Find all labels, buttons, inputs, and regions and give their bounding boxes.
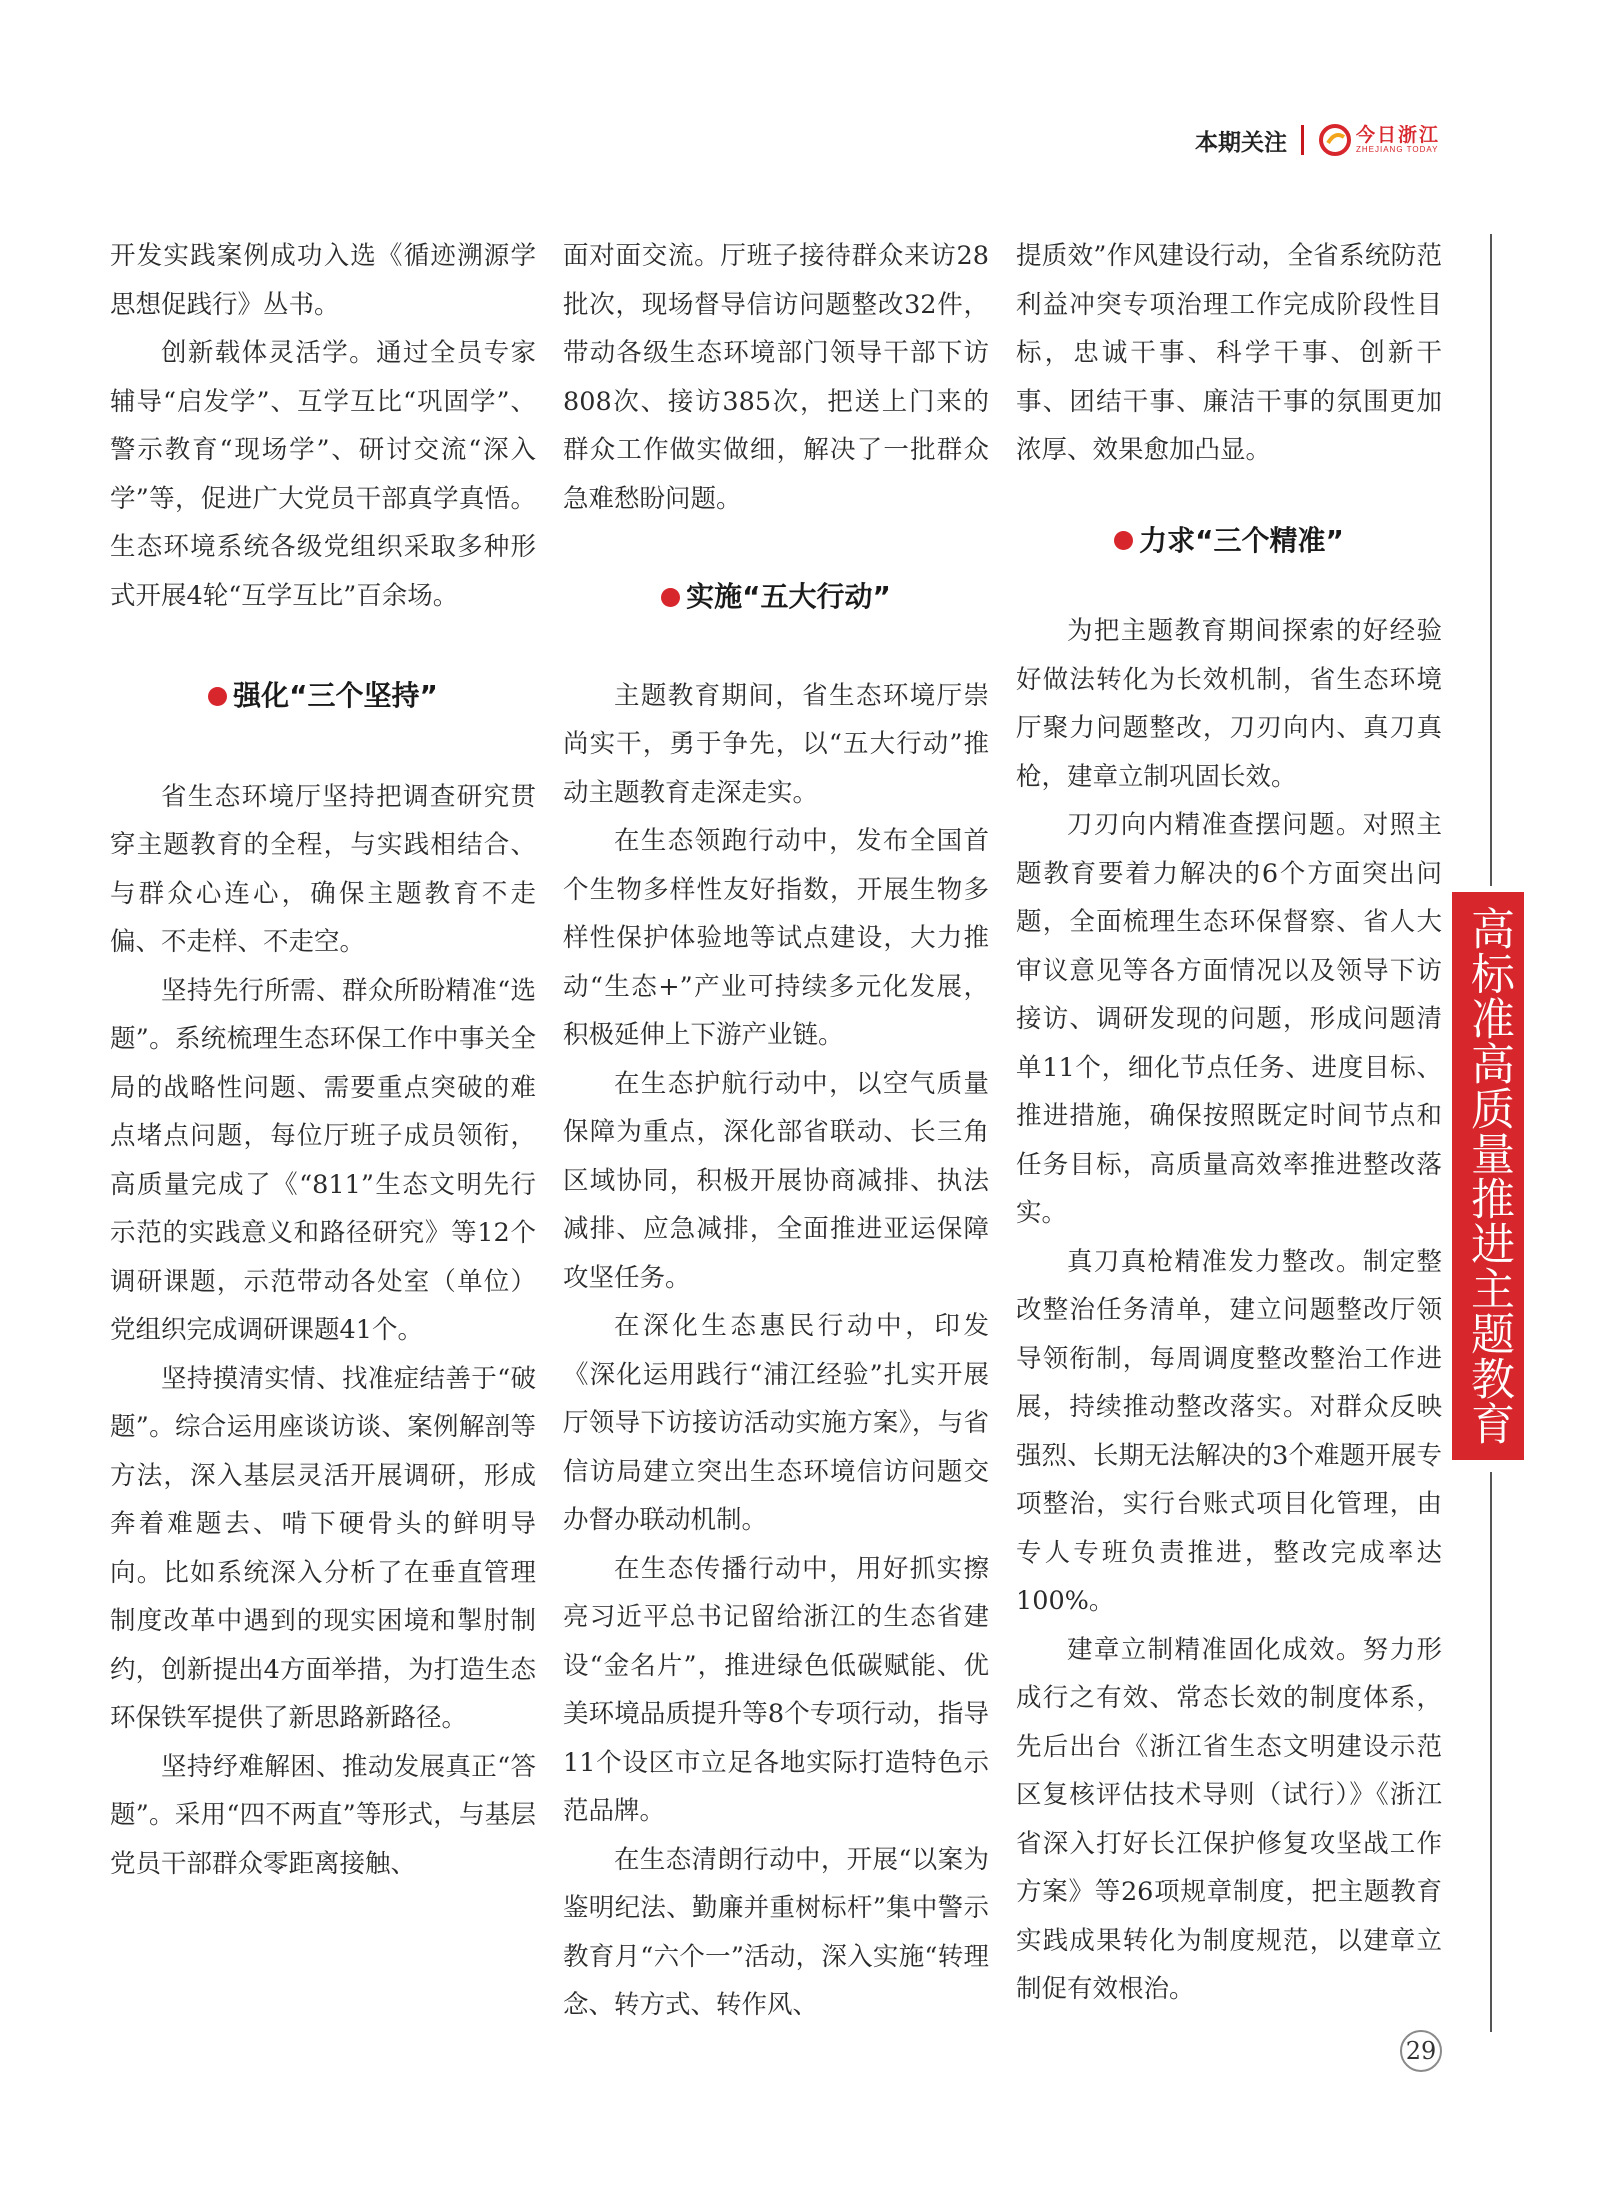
logo-text-cn: 今日浙江	[1355, 124, 1440, 146]
margin-rule-bottom	[1490, 1472, 1492, 2032]
header-divider	[1301, 125, 1304, 155]
logo-text-en: ZHEJIANG TODAY	[1355, 145, 1439, 154]
paragraph: 省生态环境厅坚持把调查研究贯穿主题教育的全程，与实践相结合、与群众心连心，确保主题教育不走偏、不走样、不走空。	[110, 781, 536, 957]
paragraph: 真刀真枪精准发力整改。制定整改整治任务清单，建立问题整改厅领导领衔制，每周调度整改整治工作进展，持续推动整改落实。对群众反映强烈、长期无法解决的3个难题开展专项整治，实行台账式项目化管理，由专人专班负责推进，整改完成率达100%。	[1016, 1246, 1442, 1616]
paragraph: 在深化生态惠民行动中，印发《深化运用践行“浦江经验”扎实开展厅领导下访接访活动实施方案》，与省信访局建立突出生态环境信访问题交办督办联动机制。	[563, 1311, 989, 1535]
paragraph: 在生态护航行动中，以空气质量保障为重点，深化部省联动、长三角区域协同，积极开展协商减排、执法减排、应急减排，全面推进亚运保障攻坚任务。	[563, 1068, 989, 1293]
section-heading: 实施“五大行动”	[563, 573, 989, 622]
section-heading: 强化“三个坚持”	[110, 672, 536, 721]
side-banner-text: 高标准高质量推进主题教育	[1463, 906, 1514, 1446]
paragraph: 建章立制精准固化成效。努力形成行之有效、常态长效的制度体系，先后出台《浙江省生态文明建设示范区复核评估技术导则（试行）》《浙江省深入打好长江保护修复攻坚战工作方案》等26项规章制度，把主题教育实践成果转化为制度规范，以建章立制促有效根治。	[1016, 1634, 1442, 2004]
paragraph: 开发实践案例成功入选《循迹溯源学思想促践行》丛书。	[110, 241, 536, 320]
section-heading: 力求“三个精准”	[1016, 517, 1442, 566]
bullet-dot-icon	[208, 687, 227, 706]
paragraph: 创新载体灵活学。通过全员专家辅导“启发学”、互学互比“巩固学”、警示教育“现场学”、研讨交流“深入学”等，促进广大党员干部真学真悟。生态环境系统各级党组织采取多种形式开展4轮“互学互比”百余场。	[110, 338, 536, 611]
paragraph: 面对面交流。厅班子接待群众来访28批次，现场督导信访问题整改32件，带动各级生态环境部门领导干部下访808次、接访385次，把送上门来的群众工作做实做细，解决了一批群众急难愁盼问题。	[563, 241, 989, 514]
paragraph: 在生态传播行动中，用好抓实擦亮习近平总书记留给浙江的生态省建设“金名片”，推进绿色低碳赋能、优美环境品质提升等8个专项行动，指导11个设区市立足各地实际打造特色示范品牌。	[563, 1553, 989, 1826]
magazine-logo	[1318, 123, 1440, 157]
paragraph: 刀刃向内精准查摆问题。对照主题教育要着力解决的6个方面突出问题，全面梳理生态环保督察、省人大审议意见等各方面情况以及领导下访接访、调研发现的问题，形成问题清单11个，细化节点任务、进度目标、推进措施，确保按照既定时间节点和任务目标，高质量高效率推进整改落实。	[1016, 810, 1442, 1228]
paragraph: 在生态领跑行动中，发布全国首个生物多样性友好指数，开展生物多样性保护体验地等试点建设，大力推动“生态+”产业可持续多元化发展，积极延伸上下游产业链。	[563, 826, 989, 1050]
paragraph: 坚持摸清实情、找准症结善于“破题”。综合运用座谈访谈、案例解剖等方法，深入基层灵活开展调研，形成奔着难题去、啃下硬骨头的鲜明导向。比如系统深入分析了在垂直管理制度改革中遇到的现实困境和掣肘制约，创新提出4方面举措，为打造生态环保铁军提供了新思路新路径。	[110, 1363, 536, 1733]
page-number: 29	[1400, 2030, 1442, 2072]
side-banner	[1452, 892, 1524, 1460]
page-header	[1195, 118, 1440, 162]
paragraph: 为把主题教育期间探索的好经验好做法转化为长效机制，省生态环境厅聚力问题整改，刀刃向内、真刀真枪，建章立制巩固长效。	[1016, 616, 1442, 792]
section-title: 本期关注	[1194, 129, 1287, 156]
paragraph: 在生态清朗行动中，开展“以案为鉴明纪法、勤廉并重树标杆”集中警示教育月“六个一”活动，深入实施“转理念、转方式、转作风、	[563, 1844, 989, 2020]
logo-swirl-icon	[1318, 123, 1352, 157]
paragraph: 坚持先行所需、群众所盼精准“选题”。系统梳理生态环保工作中事关全局的战略性问题、需要重点突破的难点堵点问题，每位厅班子成员领衔，高质量完成了《“811”生态文明先行示范的实践意义和路径研究》等12个调研课题，示范带动各处室（单位）党组织完成调研课题41个。	[110, 975, 536, 1345]
column-2	[563, 232, 989, 2030]
paragraph: 提质效”作风建设行动，全省系统防范利益冲突专项治理工作完成阶段性目标，忠诚干事、科学干事、创新干事、团结干事、廉洁干事的氛围更加浓厚、效果愈加凸显。	[1016, 241, 1442, 465]
column-1	[110, 232, 536, 1888]
bullet-dot-icon	[1114, 531, 1133, 550]
paragraph: 主题教育期间，省生态环境厅崇尚实干，勇于争先，以“五大行动”推动主题教育走深走实。	[563, 680, 989, 808]
paragraph: 坚持纾难解困、推动发展真正“答题”。采用“四不两直”等形式，与基层党员干部群众零距离接触、	[110, 1751, 536, 1879]
margin-rule-top	[1490, 234, 1492, 886]
column-3	[1016, 232, 1442, 2014]
bullet-dot-icon	[661, 588, 680, 607]
